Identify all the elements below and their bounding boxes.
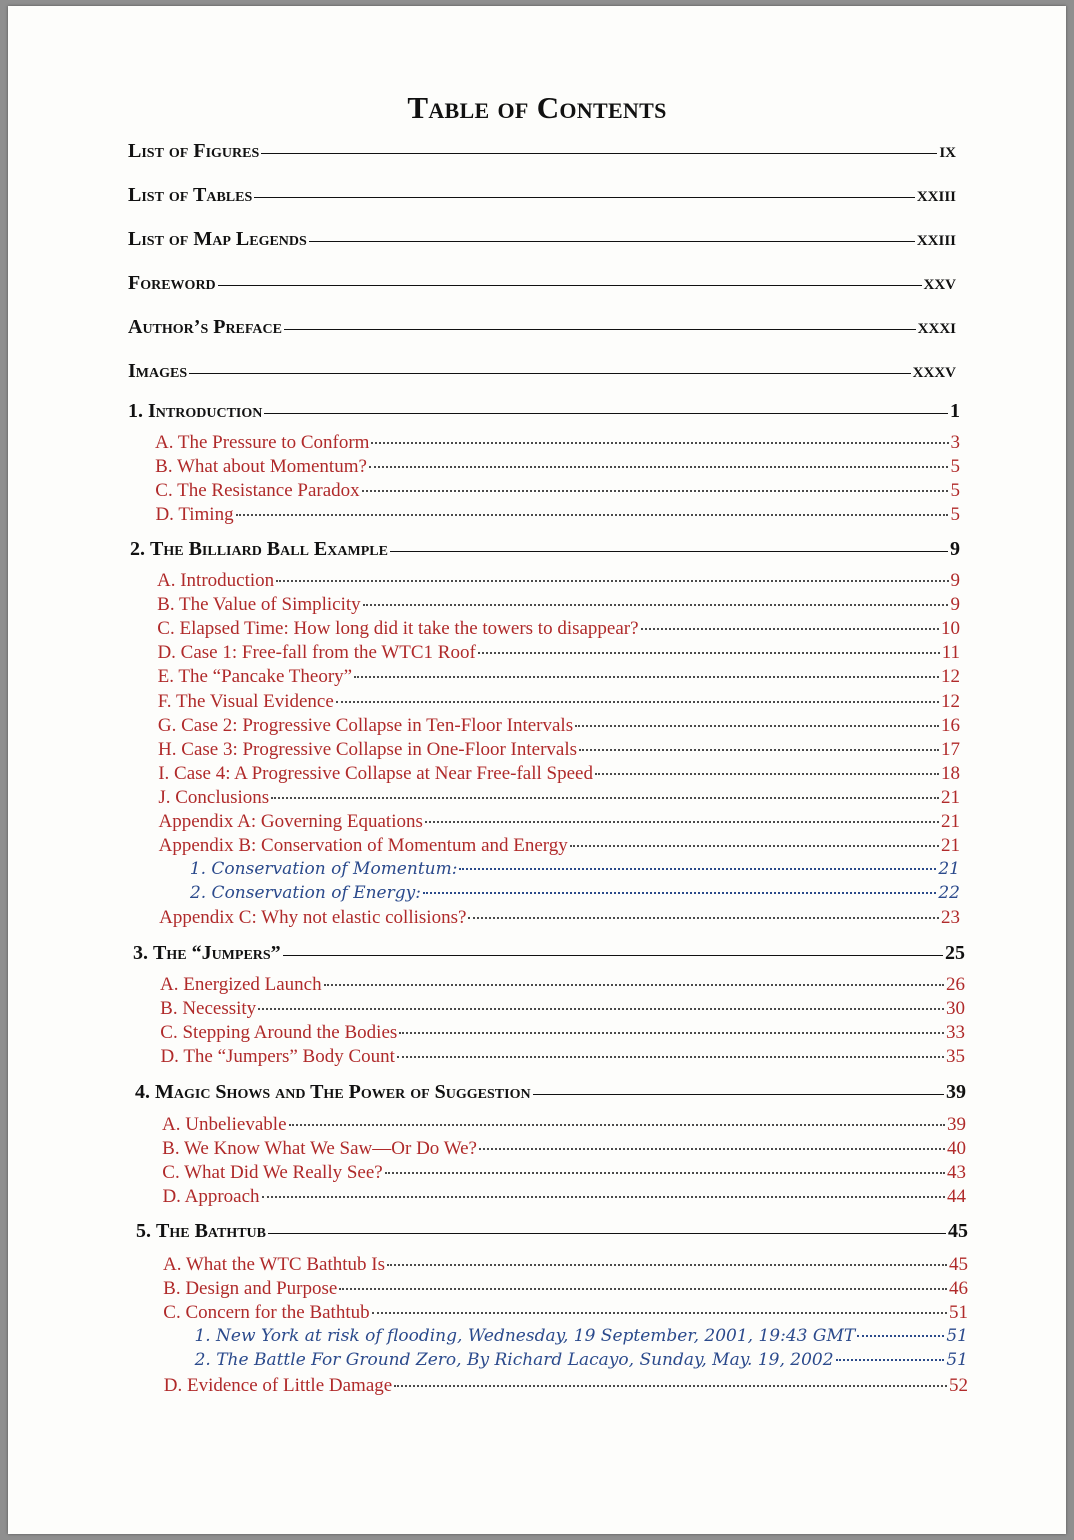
leader-rule [533, 1094, 944, 1095]
section-entry[interactable] [157, 570, 960, 592]
leader-dots [354, 676, 939, 678]
section-entry[interactable] [160, 974, 965, 996]
leader-dots [468, 917, 939, 919]
leader-dots [459, 868, 936, 870]
front-matter-entry[interactable] [128, 184, 956, 207]
leader-dots [336, 701, 939, 703]
leader-dots [641, 628, 939, 630]
page-number: XXXV [912, 365, 956, 381]
section-label: Appendix C: Why not elastic collisions? [159, 907, 467, 929]
page-number: 51 [946, 1350, 968, 1371]
leader-rule [254, 197, 915, 198]
page-number: 45 [949, 1254, 968, 1275]
section-entry[interactable] [155, 504, 960, 526]
page-number: 21 [938, 859, 960, 880]
leader-rule [284, 329, 916, 330]
section-label: C. Stepping Around the Bodies [160, 1022, 398, 1044]
page-number: 1 [950, 400, 960, 422]
leader-dots [339, 1288, 947, 1290]
leader-dots [385, 1172, 945, 1174]
page-number: 5 [950, 480, 960, 502]
section-entry[interactable] [164, 1375, 968, 1397]
leader-dots [394, 1385, 947, 1387]
leader-dots [262, 1196, 945, 1198]
chapter-entry[interactable] [128, 400, 960, 423]
page-number: 3 [950, 432, 960, 453]
subsection-label: 2. Conservation of Energy: [189, 883, 421, 904]
section-entry[interactable] [157, 618, 960, 640]
section-label: A. Unbelievable [162, 1114, 287, 1135]
leader-dots [362, 490, 949, 492]
leader-dots [258, 1008, 944, 1010]
leader-rule [264, 413, 948, 414]
section-entry[interactable] [163, 1254, 968, 1276]
chapter-entry[interactable] [136, 1220, 968, 1243]
page-number: XXIII [916, 233, 956, 249]
leader-dots [595, 773, 939, 775]
front-matter-entry[interactable] [128, 316, 956, 339]
leader-dots [836, 1359, 945, 1361]
leader-dots [579, 749, 939, 751]
entry-label: List of Map Legends [128, 228, 307, 250]
leader-rule [189, 373, 911, 374]
leader-dots [236, 514, 949, 516]
section-label: J. Conclusions [158, 786, 270, 808]
page-number: 43 [946, 1162, 966, 1184]
subsection-label: 1. Conservation of Momentum: [189, 859, 458, 880]
page-number: 10 [940, 618, 960, 640]
section-label: Appendix B: Conservation of Momentum and Energy [158, 835, 568, 857]
page-number: 39 [946, 1081, 966, 1103]
page-number: 40 [946, 1138, 966, 1160]
page-number: 11 [941, 642, 960, 664]
section-label: G. Case 2: Progressive Collapse in Ten-Floor Intervals [157, 714, 574, 736]
section-label: A. The Pressure to Conform [155, 432, 370, 453]
subsection-entry[interactable] [195, 1350, 968, 1370]
section-entry[interactable] [159, 907, 960, 929]
section-entry[interactable] [163, 1302, 968, 1324]
leader-dots [371, 442, 948, 444]
leader-dots [478, 652, 940, 654]
section-label: C. Elapsed Time: How long did it take the towers to disappear? [157, 618, 639, 640]
leader-dots [289, 1124, 945, 1126]
page-number: 18 [940, 762, 960, 784]
entry-label: Foreword [128, 272, 216, 294]
section-label: B. What about Momentum? [155, 456, 367, 478]
chapter-number: 5. [136, 1220, 156, 1242]
section-label: D. The “Jumpers” Body Count [160, 1046, 395, 1068]
subsection-label: 1. New York at risk of flooding, Wednesday, 19 September, 2001, 19:43 GMT [194, 1326, 856, 1347]
section-label: D. Approach [162, 1186, 260, 1208]
chapter-number: 1. [128, 400, 148, 422]
subsection-entry[interactable] [190, 859, 960, 879]
entry-label: Images [128, 360, 188, 382]
section-entry[interactable] [158, 715, 960, 737]
leader-dots [570, 845, 939, 847]
page-number: 23 [940, 907, 960, 929]
page-number: 45 [948, 1220, 968, 1242]
page-number: XXXI [917, 321, 956, 337]
section-entry[interactable] [158, 691, 960, 713]
section-entry[interactable] [160, 1046, 965, 1068]
section-entry[interactable] [158, 787, 960, 809]
document-page [8, 6, 1066, 1534]
page-number: 51 [946, 1326, 968, 1347]
leader-dots [363, 604, 949, 606]
leader-dots [324, 984, 944, 986]
section-label: E. The “Pancake Theory” [157, 666, 353, 688]
page-number: 12 [940, 666, 960, 688]
page-number: 17 [940, 738, 960, 760]
section-label: C. The Resistance Paradox [155, 480, 360, 502]
section-label: D. Evidence of Little Damage [163, 1374, 393, 1396]
page-number: 52 [949, 1374, 968, 1396]
page-number: 33 [945, 1022, 965, 1044]
section-label: H. Case 3: Progressive Collapse in One-Floor Intervals [158, 738, 578, 760]
front-matter-entry[interactable] [128, 272, 956, 295]
chapter-title: The Billiard Ball Example [150, 538, 388, 560]
section-label: B. Necessity [160, 998, 257, 1020]
page-number: 12 [941, 690, 960, 712]
section-label: C. What Did We Really See? [162, 1162, 383, 1184]
leader-rule [283, 955, 943, 956]
section-entry[interactable] [157, 594, 960, 616]
leader-dots [575, 725, 939, 727]
entry-label: List of Tables [128, 184, 253, 206]
section-label: B. The Value of Simplicity [157, 594, 361, 616]
section-entry[interactable] [158, 739, 960, 761]
section-label: F. The Visual Evidence [157, 690, 334, 712]
section-label: D. Case 1: Free-fall from the WTC1 Roof [157, 642, 476, 664]
leader-dots [479, 1148, 945, 1150]
leader-rule [309, 241, 915, 242]
subsection-entry[interactable] [190, 883, 960, 903]
entry-label: List of Figures [128, 140, 260, 162]
chapter-title: The “Jumpers” [153, 942, 281, 964]
section-entry[interactable] [162, 1186, 966, 1208]
page-number: 9 [950, 538, 960, 560]
section-entry[interactable] [162, 1162, 966, 1184]
section-entry[interactable] [157, 642, 960, 664]
page-number: 30 [945, 998, 965, 1020]
page-number: 22 [938, 883, 960, 904]
page-number: 5 [950, 456, 960, 478]
page-number: 44 [946, 1186, 966, 1208]
section-label: B. Design and Purpose [163, 1278, 338, 1300]
leader-dots [423, 892, 936, 894]
leader-dots [369, 466, 949, 468]
leader-dots [399, 1032, 944, 1034]
page-number: 9 [950, 594, 960, 616]
section-label: C. Concern for the Bathtub [163, 1302, 370, 1324]
page-number: XXV [923, 277, 956, 293]
page-number: 51 [948, 1302, 968, 1324]
section-entry[interactable] [155, 456, 960, 478]
section-label: A. Energized Launch [160, 974, 322, 995]
leader-dots [276, 580, 948, 582]
section-entry[interactable] [158, 666, 960, 688]
front-matter-entry[interactable] [128, 228, 956, 251]
section-label: A. Introduction [157, 570, 275, 591]
leader-dots [857, 1335, 944, 1337]
front-matter-entry[interactable] [128, 140, 956, 163]
section-label: I. Case 4: A Progressive Collapse at Near Free-fall Speed [158, 762, 593, 784]
chapter-title: Magic Shows and The Power of Suggestion [155, 1081, 531, 1103]
front-matter-entry[interactable] [128, 360, 956, 383]
page-number: 46 [948, 1278, 968, 1300]
page-number: 35 [945, 1046, 965, 1068]
chapter-entry[interactable] [130, 538, 960, 561]
chapter-number: 4. [135, 1081, 155, 1103]
section-entry[interactable] [163, 1278, 968, 1300]
chapter-entry[interactable] [135, 1081, 966, 1104]
leader-rule [261, 153, 937, 154]
leader-dots [271, 797, 939, 799]
page-title: Table of Contents [407, 90, 667, 125]
chapter-number: 2. [130, 538, 150, 560]
leader-rule [218, 285, 922, 286]
section-entry[interactable] [162, 1138, 966, 1160]
page-number: 9 [950, 570, 960, 591]
leader-dots [397, 1056, 944, 1058]
section-entry[interactable] [160, 1022, 965, 1044]
section-entry[interactable] [158, 763, 960, 785]
section-entry[interactable] [159, 811, 961, 833]
section-entry[interactable] [162, 1114, 966, 1136]
table-of-contents [8, 6, 1066, 1534]
section-entry[interactable] [155, 480, 960, 502]
leader-rule [390, 551, 948, 552]
page-number: 39 [947, 1114, 966, 1135]
section-label: B. We Know What We Saw—Or Do We? [162, 1138, 477, 1160]
page-number: 21 [941, 811, 960, 832]
chapter-title: Introduction [148, 400, 263, 422]
page-number: 25 [945, 942, 965, 964]
section-label: A. What the WTC Bathtub Is [163, 1254, 385, 1275]
page-number: 21 [940, 786, 960, 808]
page-number: 26 [946, 974, 965, 995]
section-entry[interactable] [155, 432, 960, 454]
page-number: 21 [940, 835, 960, 857]
chapter-entry[interactable] [133, 942, 965, 965]
entry-label: Author’s Preface [128, 316, 282, 338]
page-number: XXIII [916, 189, 956, 205]
chapter-number: 3. [133, 942, 153, 964]
chapter-title: The Bathtub [156, 1220, 266, 1242]
subsection-entry[interactable] [194, 1326, 968, 1346]
page-number: IX [939, 145, 956, 161]
leader-dots [387, 1264, 947, 1266]
section-entry[interactable] [160, 998, 965, 1020]
page-number: 5 [950, 504, 960, 526]
section-label: D. Timing [155, 504, 234, 526]
leader-dots [425, 821, 939, 823]
page-number: 16 [940, 714, 960, 736]
subsection-label: 2. The Battle For Ground Zero, By Richard Lacayo, Sunday, May. 19, 2002 [194, 1350, 834, 1371]
section-entry[interactable] [159, 835, 960, 857]
leader-rule [268, 1233, 946, 1234]
leader-dots [372, 1312, 947, 1314]
section-label: Appendix A: Governing Equations [158, 811, 423, 832]
